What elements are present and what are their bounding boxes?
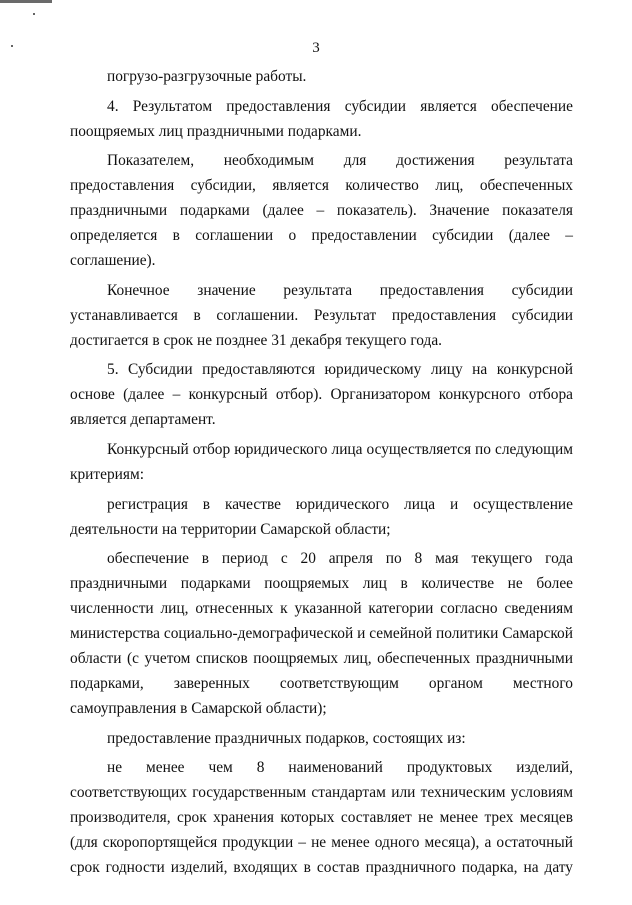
- paragraph: не менее чем 8 наименований продуктовых изделий, соответствующих государственным стандартам или техническим условиям производителя, срок хранения которых составляет не менее трех месяцев (для скоропортящейся продукции – не менее одного месяца), а остаточный срок годности изделий, входящих в состав праздничного подарка, на дату: [70, 759, 573, 877]
- paragraph: Показателем, необходимым для достижения результата предоставления субсидии, является количество лиц, обеспеченных праздничными подарками (далее – показатель). Значение показателя определяется в соглашении о предоставлении субсидии (далее – соглашение).: [70, 152, 573, 270]
- paragraph: 5. Субсидии предоставляются юридическому лицу на конкурсной основе (далее – конкурсный отбор). Организатором конкурсного отбора является департамент.: [70, 361, 573, 429]
- paragraph: 4. Результатом предоставления субсидии является обеспечение поощряемых лиц праздничными подарками.: [70, 97, 573, 140]
- paragraph: Конкурсный отбор юридического лица осуществляется по следующим критериям:: [70, 440, 573, 483]
- document-body: [70, 64, 573, 880]
- paragraph: регистрация в качестве юридического лица и осуществление деятельности на территории Самарской области;: [70, 495, 573, 538]
- paragraph: Конечное значение результата предоставления субсидии устанавливается в соглашении. Результат предоставления субсидии достигается в срок не позднее 31 декабря текущего года.: [70, 281, 573, 349]
- scan-speck: [33, 13, 35, 15]
- paragraph: предоставление праздничных подарков, состоящих из:: [107, 729, 466, 747]
- paragraph: погрузо-разгрузочные работы.: [107, 68, 307, 85]
- page-number: 3: [312, 40, 320, 56]
- paragraph: обеспечение в период с 20 апреля по 8 мая текущего года праздничными подарками поощряемых лиц в количестве не более численности лиц, отнесенных к указанной категории согласно сведениям министерства социально-демографической и семейной политики Самарской области (с учетом списков поощряемых лиц, обеспеченных праздничными подарками, заверенных соответствующим органом местного самоуправления в Самарской области);: [70, 550, 573, 718]
- scan-edge-mark: [0, 0, 52, 3]
